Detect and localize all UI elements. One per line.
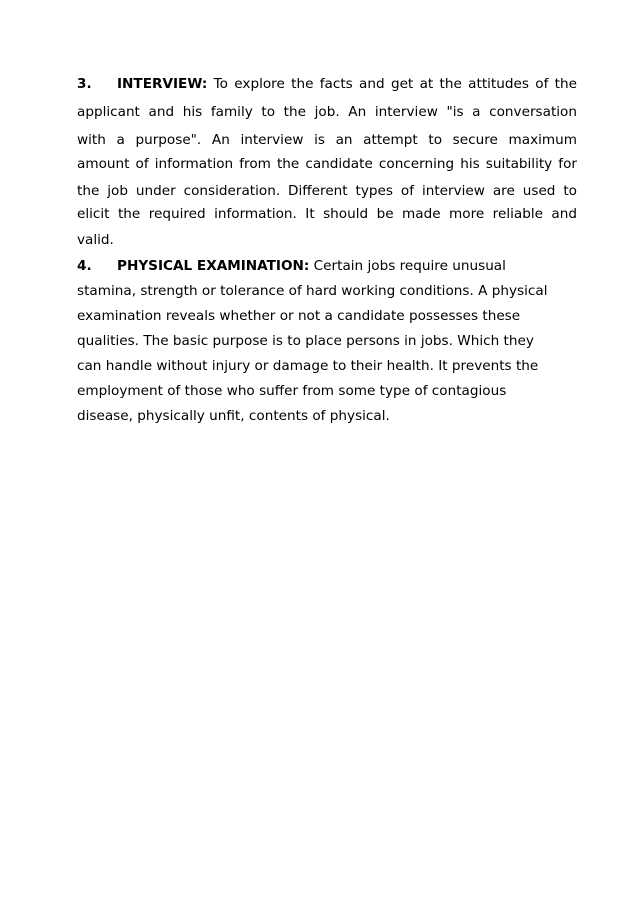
section-4-line-3: examination reveals whether or not a candidate possesses these	[77, 308, 521, 324]
section-3-line-2: applicant and his family to the job. An interview "is a conversation	[77, 104, 577, 120]
section-4-line-1	[77, 257, 577, 275]
section-4-line-7: disease, physically unfit, contents of physical.	[77, 408, 390, 424]
section-4-line-4: qualities. The basic purpose is to place persons in jobs. Which they	[77, 333, 534, 349]
section-4-heading: PHYSICAL EXAMINATION:	[117, 258, 310, 274]
section-4-text: Certain jobs require unusual	[313, 258, 506, 274]
section-3-line-1	[77, 75, 577, 93]
section-3-number: 3.	[77, 76, 92, 92]
section-4-number: 4.	[77, 258, 92, 274]
section-4-line-5: can handle without injury or damage to their health. It prevents the	[77, 358, 539, 374]
section-3-heading: INTERVIEW:	[117, 76, 208, 92]
section-4-line-2: stamina, strength or tolerance of hard working conditions. A physical	[77, 283, 548, 299]
section-4-line-6: employment of those who suffer from some type of contagious	[77, 383, 507, 399]
section-3-line-5: the job under consideration. Different types of interview are used to	[77, 183, 577, 199]
section-3-text: To explore the facts and get at the attitudes of the	[213, 76, 577, 92]
section-3-line-3: with a purpose". An interview is an attempt to secure maximum	[77, 132, 577, 148]
section-3-line-7: valid.	[77, 232, 114, 248]
section-3-line-4: amount of information from the candidate concerning his suitability for	[77, 156, 577, 172]
section-3-line-6: elicit the required information. It should be made more reliable and	[77, 206, 577, 222]
